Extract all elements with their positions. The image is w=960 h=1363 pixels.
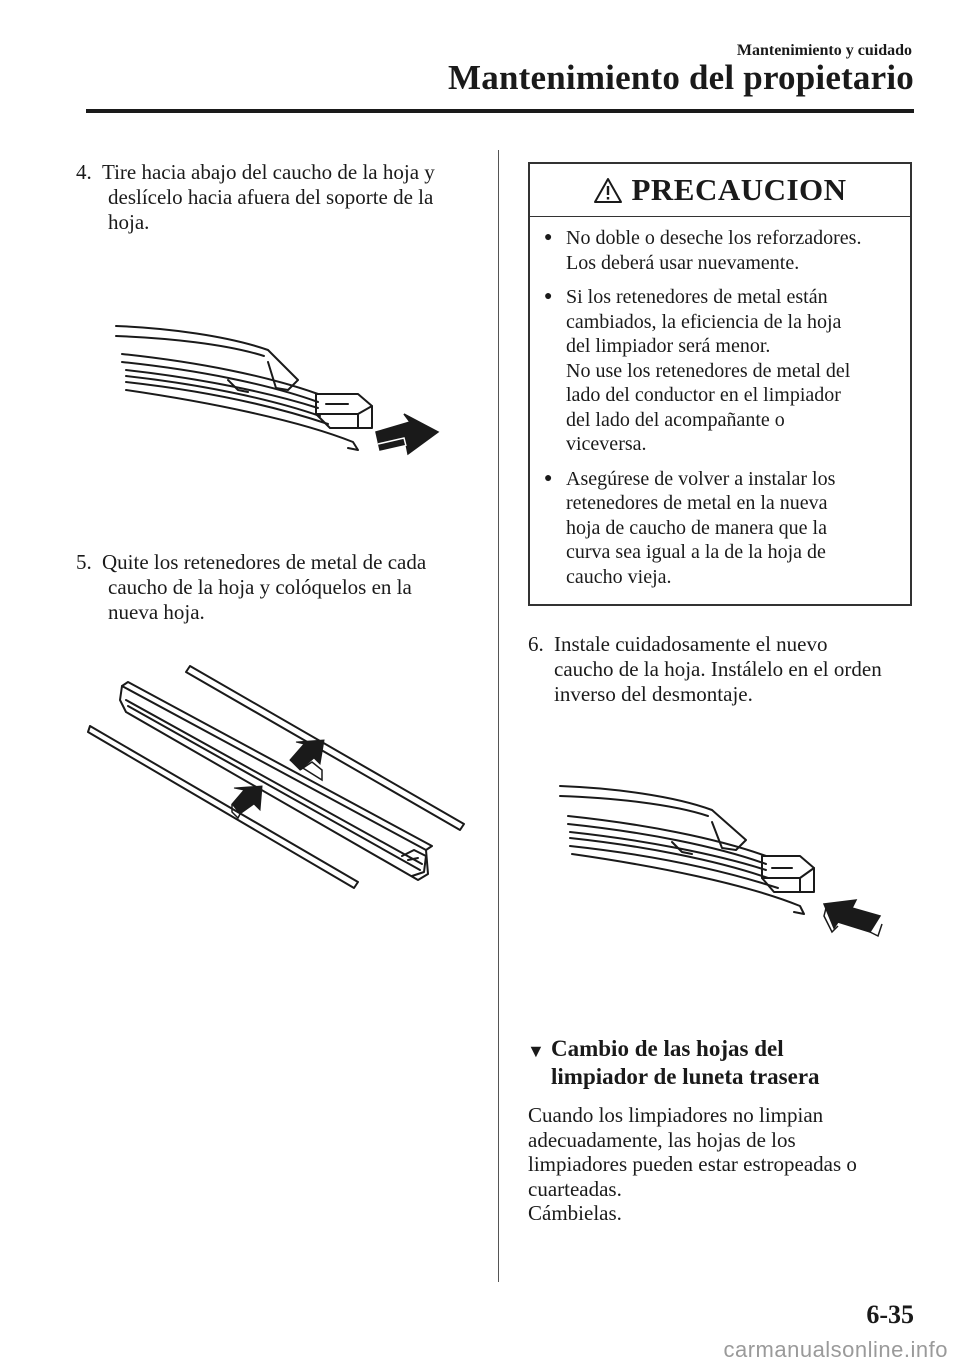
step-line: Tire hacia abajo del caucho de la hoja y xyxy=(102,160,435,184)
caution-bullet xyxy=(542,226,861,275)
page-number: 6-35 xyxy=(866,1300,914,1329)
caution-bullet-list xyxy=(542,226,861,599)
bullet-line: cambiados, la eficiencia de la hoja xyxy=(566,310,842,333)
step-text xyxy=(102,160,435,235)
step-line: Instale cuidadosamente el nuevo xyxy=(554,632,828,656)
caution-header xyxy=(530,164,910,217)
bullet-line: del lado del acompañante o xyxy=(566,408,785,431)
bullet-line: viceversa. xyxy=(566,433,647,455)
wiper-removal-illustration xyxy=(108,310,448,470)
caution-bullet xyxy=(542,467,861,590)
section-title-line: limpiador de luneta trasera xyxy=(551,1064,820,1089)
step-line: caucho de la hoja y colóquelos en la xyxy=(108,575,412,599)
step-number: 5. xyxy=(76,550,92,574)
step-line: deslícelo hacia afuera del soporte de la xyxy=(108,185,434,209)
column-divider xyxy=(498,150,499,1282)
body-line: cuarteadas. xyxy=(528,1176,622,1201)
step-number: 4. xyxy=(76,160,92,184)
blade-rubber xyxy=(572,854,804,914)
caution-title: PRECAUCION xyxy=(631,172,847,207)
bullet-icon: ● xyxy=(544,470,553,486)
caution-bullet xyxy=(542,285,861,457)
bullet-icon: ● xyxy=(544,289,553,304)
bullet-line: No use los retenedores de metal del xyxy=(566,359,851,382)
watermark: carmanualsonline.info xyxy=(723,1337,948,1362)
body-line: adecuadamente, las hojas de los xyxy=(528,1127,796,1152)
insert-arrow-upper-icon xyxy=(290,740,324,780)
bullet-line: retenedores de metal en la nueva xyxy=(566,492,828,514)
bullet-line: Si los retenedores de metal están xyxy=(566,286,828,308)
step-number: 6. xyxy=(528,632,544,656)
bullet-line: caucho vieja. xyxy=(566,565,672,588)
step-line: nueva hoja. xyxy=(108,600,205,624)
body-line: Cámbielas. xyxy=(528,1201,622,1225)
page-title: Mantenimiento del propietario xyxy=(448,58,914,97)
wiper-install-illustration xyxy=(556,776,896,942)
step-line: Quite los retenedores de metal de cada xyxy=(102,550,427,574)
bullet-icon: ● xyxy=(544,230,553,245)
body-line: Cuando los limpiadores no limpian xyxy=(528,1103,824,1127)
step-text xyxy=(554,632,882,707)
caution-box xyxy=(528,162,912,606)
push-arrow-icon xyxy=(824,900,882,936)
pull-arrow-icon xyxy=(376,414,438,454)
bullet-line: No doble o deseche los reforzadores. xyxy=(566,227,862,249)
bullet-line: del limpiador será menor. xyxy=(566,335,771,357)
bullet-line: curva sea igual a la de la hoja de xyxy=(566,541,826,563)
step-text xyxy=(102,550,426,625)
body-line: limpiadores pueden estar estropeadas o xyxy=(528,1152,857,1176)
step-line: caucho de la hoja. Instálelo en el orden xyxy=(554,657,882,681)
insert-arrow-lower-icon xyxy=(232,786,262,818)
warning-triangle-icon xyxy=(593,177,623,204)
section-title-line: Cambio de las hojas del xyxy=(551,1036,784,1061)
step-line: inverso del desmontaje. xyxy=(554,682,753,706)
header-divider xyxy=(86,109,914,113)
retainer-transfer-illustration xyxy=(86,660,470,896)
bullet-line: lado del conductor en el limpiador xyxy=(566,384,841,406)
step-line: hoja. xyxy=(108,210,150,234)
bullet-line: hoja de caucho de manera que la xyxy=(566,516,827,539)
section-body xyxy=(528,1103,857,1226)
header-section-label: Mantenimiento y cuidado xyxy=(736,42,912,59)
bullet-line: Asegúrese de volver a instalar los xyxy=(566,467,836,490)
section-triangle-icon: ▼ xyxy=(527,1041,545,1061)
bullet-line: Los deberá usar nuevamente. xyxy=(566,251,800,274)
